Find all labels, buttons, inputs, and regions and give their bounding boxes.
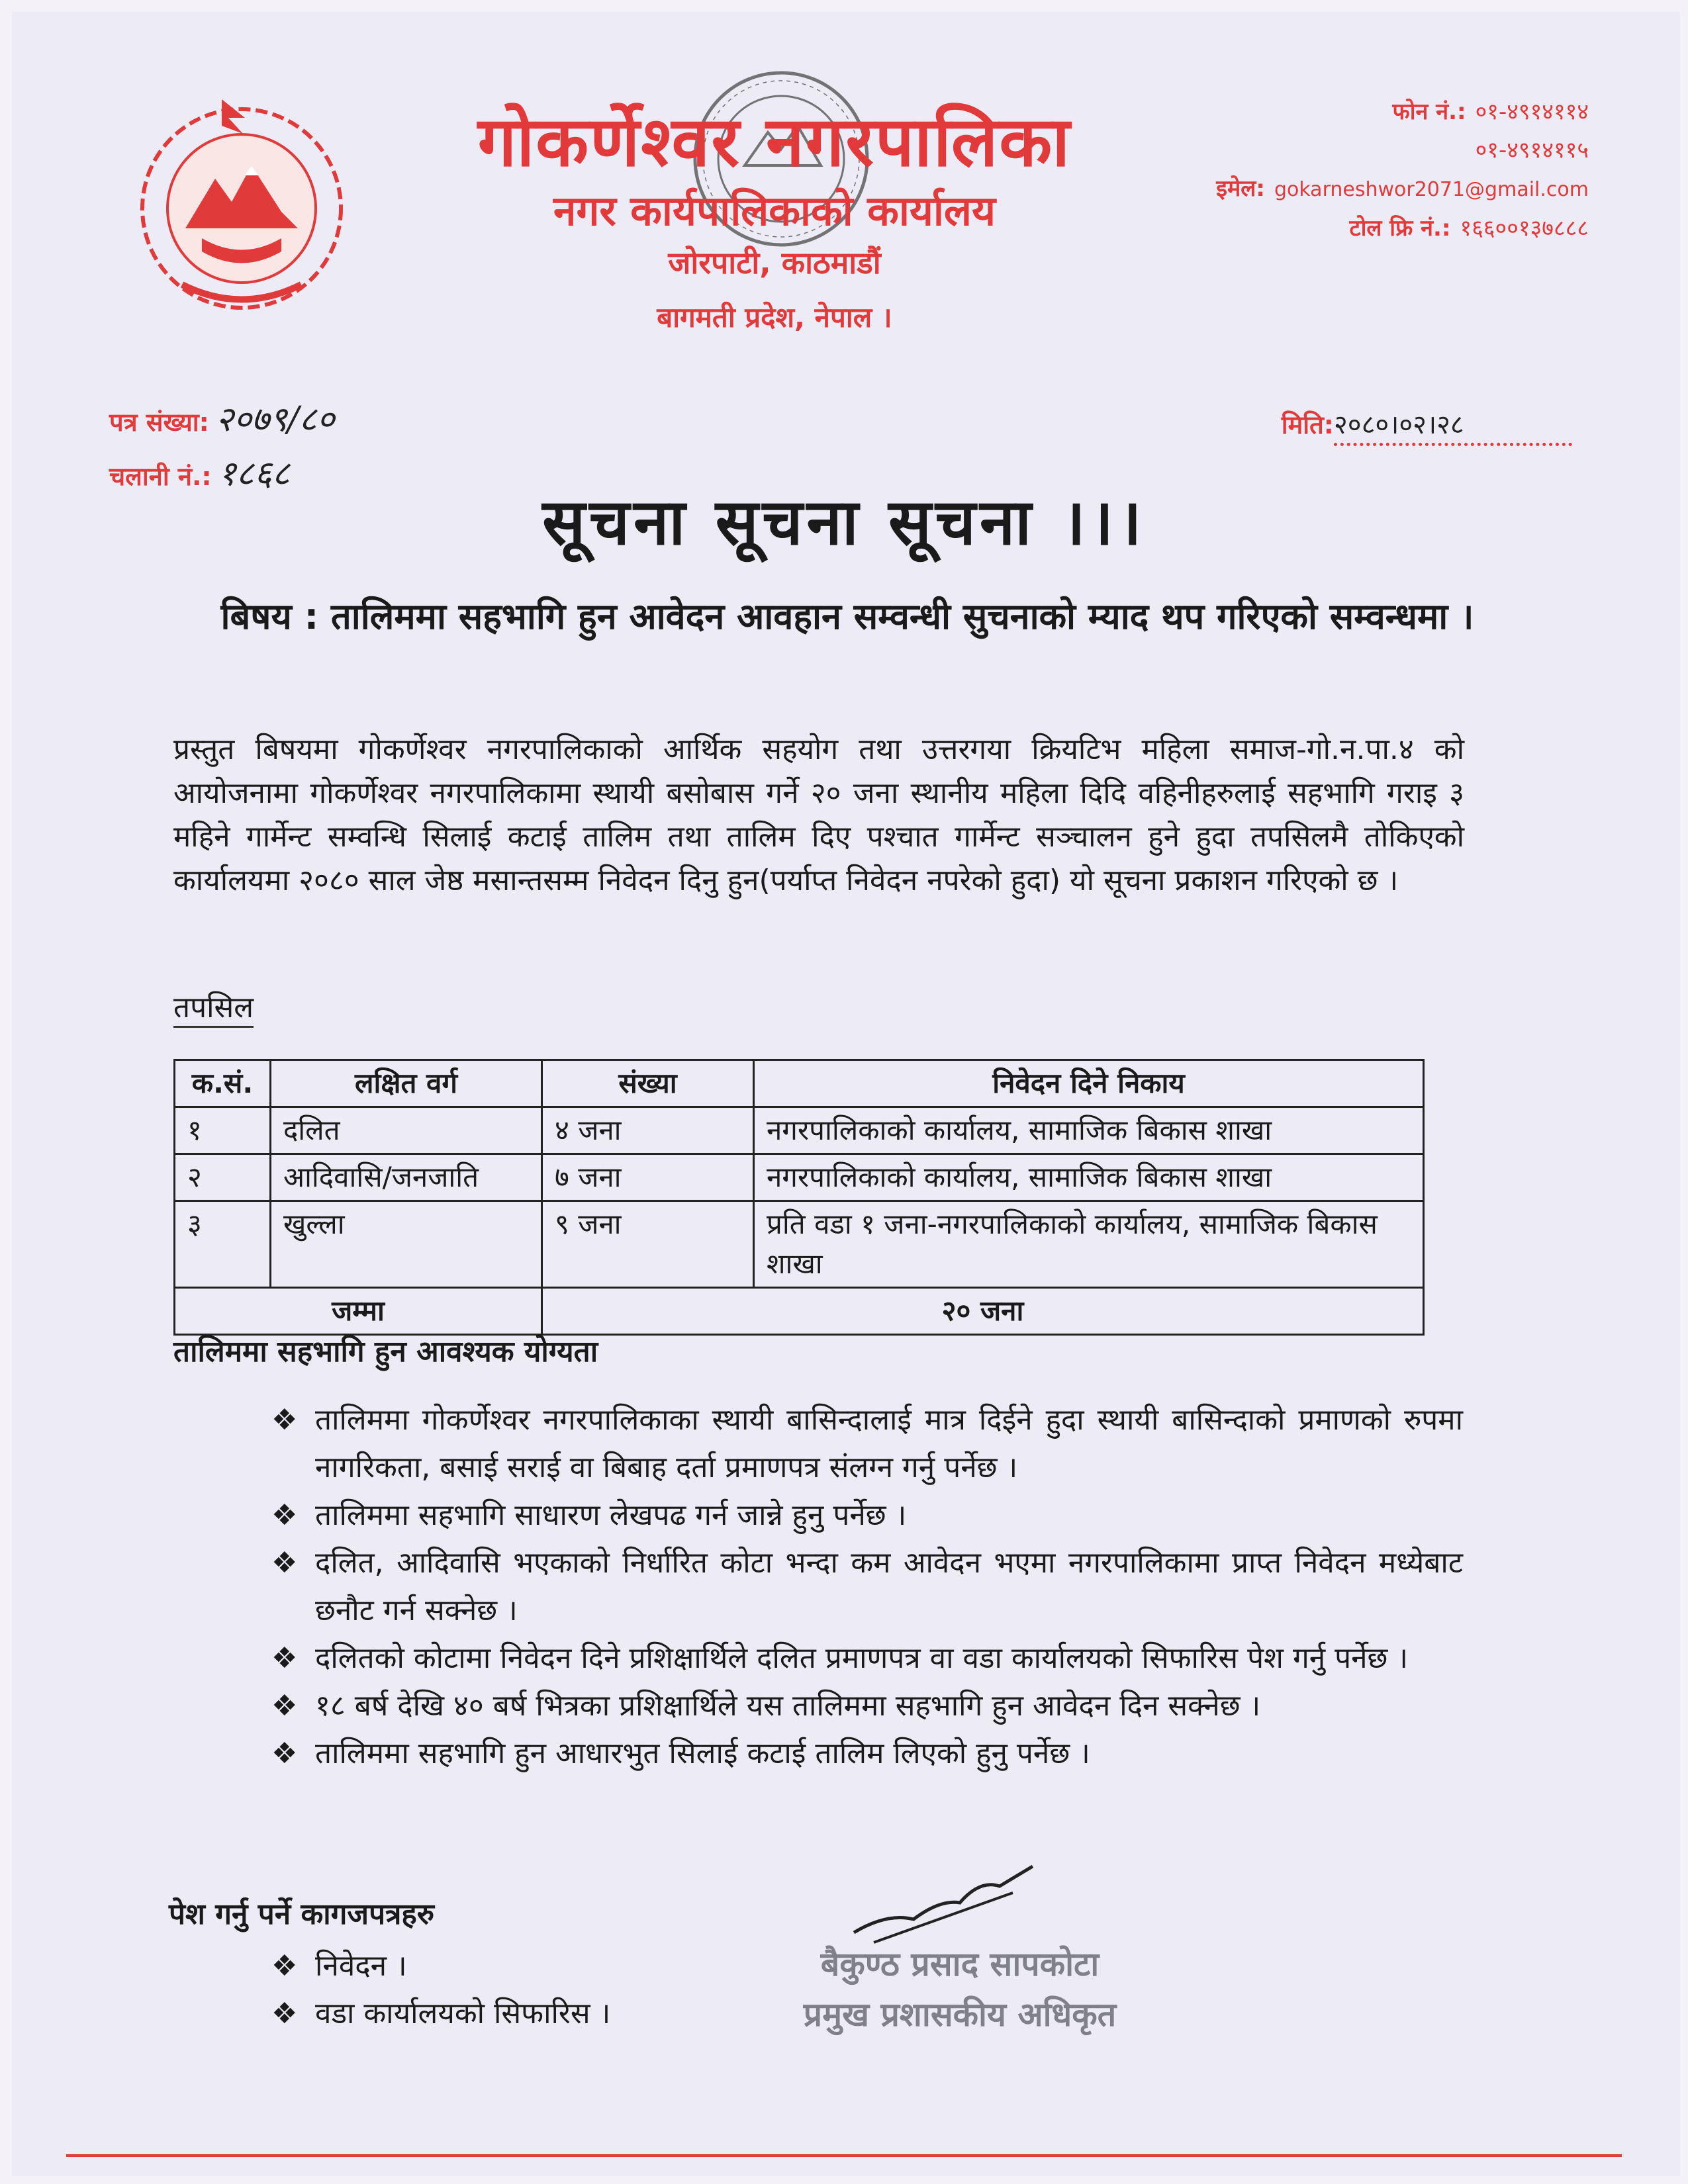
footer-rule bbox=[66, 2154, 1622, 2157]
diamond-bullet-icon: ❖ bbox=[271, 1997, 298, 2030]
date-value: २०८०।०२।२८ bbox=[1334, 405, 1572, 446]
municipality-name: गोकर्णेश्वर नगरपालिका bbox=[477, 101, 1072, 182]
signatory-name: बैकुण्ठ प्रसाद सापकोटा bbox=[820, 1945, 1100, 1983]
list-item-text: दलित, आदिवासि भएकाको निर्धारित कोटा भन्दा कम आवेदन भएमा नगरपालिकामा प्राप्त निवेदन मध्येबाट छनौट गर्न सक्नेछ । bbox=[315, 1546, 1463, 1627]
phone-line-2 bbox=[1216, 131, 1589, 169]
address-city: जोरपाटी, काठमाडौं bbox=[668, 245, 881, 281]
list-item-text: वडा कार्यालयको सिफारिस । bbox=[315, 1997, 611, 2030]
details-label: तपसिल bbox=[173, 986, 254, 1028]
quota-table bbox=[173, 1059, 1425, 1336]
email-label: इमेल: bbox=[1216, 175, 1265, 202]
diamond-bullet-icon: ❖ bbox=[271, 1498, 298, 1532]
documents-title: पेश गर्नु पर्ने कागजपत्रहरु bbox=[169, 1897, 435, 1931]
signature-mark bbox=[847, 1853, 1046, 1952]
list-item bbox=[271, 1730, 1463, 1778]
notice-body: प्रस्तुत बिषयमा गोकर्णेश्वर नगरपालिकाको आर्थिक सहयोग तथा उत्तरगया क्रियटिभ महिला समाज-गो.न.पा.४ को आयोजनामा गोकर्णेश्वर नगरपालिकामा स्थायी बसोबास गर्ने २० जना स्थानीय महिला दिदि वहिनीहरुलाई सहभागि गराइ ३ महिने गार्मेन्ट सम्वन्धि सिलाई कटाई तालिम तथा तालिम दिए पश्चात गार्मेन्ट सञ्चालन हुने हुदा तपसिलमै तोकिएको कार्यालयमा २०८० साल जेष्ठ मसान्तसम्म निवेदन दिनु हुन(पर्याप्त निवेदन नपरेको हुदा) यो सूचना प्रकाशन गरिएको छ । bbox=[173, 733, 1464, 897]
total-value: २० जना bbox=[542, 1288, 1424, 1335]
tollfree-number: १६६००१३७८८८ bbox=[1460, 215, 1589, 242]
list-item bbox=[271, 1682, 1463, 1730]
cell-count: ९ जना bbox=[542, 1201, 754, 1288]
tollfree-line bbox=[1216, 209, 1589, 248]
address-province: बागमती प्रदेश, नेपाल । bbox=[657, 301, 892, 334]
diamond-bullet-icon: ❖ bbox=[271, 1403, 298, 1437]
date-block bbox=[1282, 405, 1572, 446]
diamond-bullet-icon: ❖ bbox=[271, 1641, 298, 1675]
header-office: निवेदन दिने निकाय bbox=[754, 1060, 1424, 1107]
cell-office: नगरपालिकाको कार्यालय, सामाजिक बिकास शाखा bbox=[754, 1107, 1424, 1154]
cell-office: प्रति वडा १ जना-नगरपालिकाको कार्यालय, सामाजिक बिकास शाखा bbox=[754, 1201, 1424, 1288]
table-total-row bbox=[175, 1288, 1424, 1335]
list-item-text: तालिममा सहभागि साधारण लेखपढ गर्न जान्ने हुनु पर्नेछ । bbox=[315, 1498, 907, 1532]
cell-category: दलित bbox=[271, 1107, 542, 1154]
diamond-bullet-icon: ❖ bbox=[271, 1949, 298, 1983]
list-item bbox=[271, 1635, 1463, 1682]
list-item bbox=[271, 1492, 1463, 1539]
letter-number-value: २०७९/८० bbox=[215, 400, 335, 439]
list-item bbox=[271, 1396, 1463, 1492]
phone-label: फोन नं.: bbox=[1392, 99, 1466, 125]
dispatch-number-label: चलानी नं.: bbox=[109, 462, 212, 491]
list-item bbox=[271, 1942, 801, 1990]
cell-count: ४ जना bbox=[542, 1107, 754, 1154]
contact-block bbox=[1216, 93, 1589, 248]
tollfree-label: टोल फ्रि नं.: bbox=[1349, 215, 1451, 242]
email-address[interactable]: gokarneshwor2071@gmail.com bbox=[1274, 178, 1589, 201]
signatory-stamp bbox=[755, 1939, 1165, 2040]
cell-serial: १ bbox=[175, 1107, 271, 1154]
phone-2: ०१-४९१४११५ bbox=[1475, 137, 1589, 163]
header-category: लक्षित वर्ग bbox=[271, 1060, 542, 1107]
diamond-bullet-icon: ❖ bbox=[271, 1737, 298, 1770]
diamond-bullet-icon: ❖ bbox=[271, 1546, 298, 1580]
cell-category: खुल्ला bbox=[271, 1201, 542, 1288]
phone-line-1 bbox=[1216, 93, 1589, 131]
cell-serial: ३ bbox=[175, 1201, 271, 1288]
documents-list bbox=[271, 1942, 801, 2038]
dispatch-number-value: १८६८ bbox=[218, 454, 290, 494]
list-item-text: दलितको कोटामा निवेदन दिने प्रशिक्षार्थिले दलित प्रमाणपत्र वा वडा कार्यालयको सिफारिस पेश गर्नु पर्नेछ । bbox=[315, 1641, 1409, 1675]
cell-category: आदिवासि/जनजाति bbox=[271, 1154, 542, 1201]
cell-count: ७ जना bbox=[542, 1154, 754, 1201]
list-item-text: तालिममा गोकर्णेश्वर नगरपालिकाका स्थायी बासिन्दालाई मात्र दिईने हुदा स्थायी बासिन्दाको प्रमाणको रुपमा नागरिकता, बसाई सराई वा बिबाह दर्ता प्रमाणपत्र संलग्न गर्नु पर्नेछ । bbox=[315, 1403, 1463, 1484]
cell-serial: २ bbox=[175, 1154, 271, 1201]
table-header-row bbox=[175, 1060, 1424, 1107]
email-line bbox=[1216, 169, 1589, 209]
list-item bbox=[271, 1990, 801, 2038]
table-row bbox=[175, 1107, 1424, 1154]
list-item bbox=[271, 1539, 1463, 1635]
letter-number-line bbox=[109, 394, 335, 448]
date-label: मिति: bbox=[1281, 410, 1334, 439]
header-serial: क.सं. bbox=[175, 1060, 271, 1107]
list-item-text: १८ बर्ष देखि ४० बर्ष भित्रका प्रशिक्षार्थिले यस तालिममा सहभागि हुन आवेदन दिन सक्नेछ । bbox=[315, 1689, 1261, 1723]
qualifications-list bbox=[271, 1396, 1463, 1778]
qualifications-title: तालिममा सहभागि हुन आवश्यक योग्यता bbox=[173, 1335, 598, 1369]
table-row bbox=[175, 1201, 1424, 1288]
list-item-text: निवेदन । bbox=[315, 1949, 407, 1983]
table-row bbox=[175, 1154, 1424, 1201]
phone-1: ०१-४९१४११४ bbox=[1475, 99, 1589, 125]
notice-subject: बिषय : तालिममा सहभागि हुन आवेदन आवहान सम्वन्धी सुचनाको म्याद थप गरिएको सम्वन्धमा । bbox=[220, 596, 1474, 637]
notice-headline: सूचना सूचना सूचना ।।। bbox=[542, 485, 1146, 559]
signatory-title: प्रमुख प्रशासकीय अधिकृत bbox=[803, 1995, 1117, 2034]
cell-office: नगरपालिकाको कार्यालय, सामाजिक बिकास शाखा bbox=[754, 1154, 1424, 1201]
letter-number-label: पत्र संख्या: bbox=[109, 408, 209, 437]
list-item-text: तालिममा सहभागि हुन आधारभुत सिलाई कटाई तालिम लिएको हुनु पर्नेछ । bbox=[315, 1737, 1090, 1770]
office-name: नगर कार्यपालिकाको कार्यालय bbox=[553, 187, 996, 235]
header-count: संख्या bbox=[542, 1060, 754, 1107]
nepal-emblem-icon bbox=[122, 86, 361, 324]
diamond-bullet-icon: ❖ bbox=[271, 1689, 298, 1723]
total-label: जम्मा bbox=[175, 1288, 542, 1335]
